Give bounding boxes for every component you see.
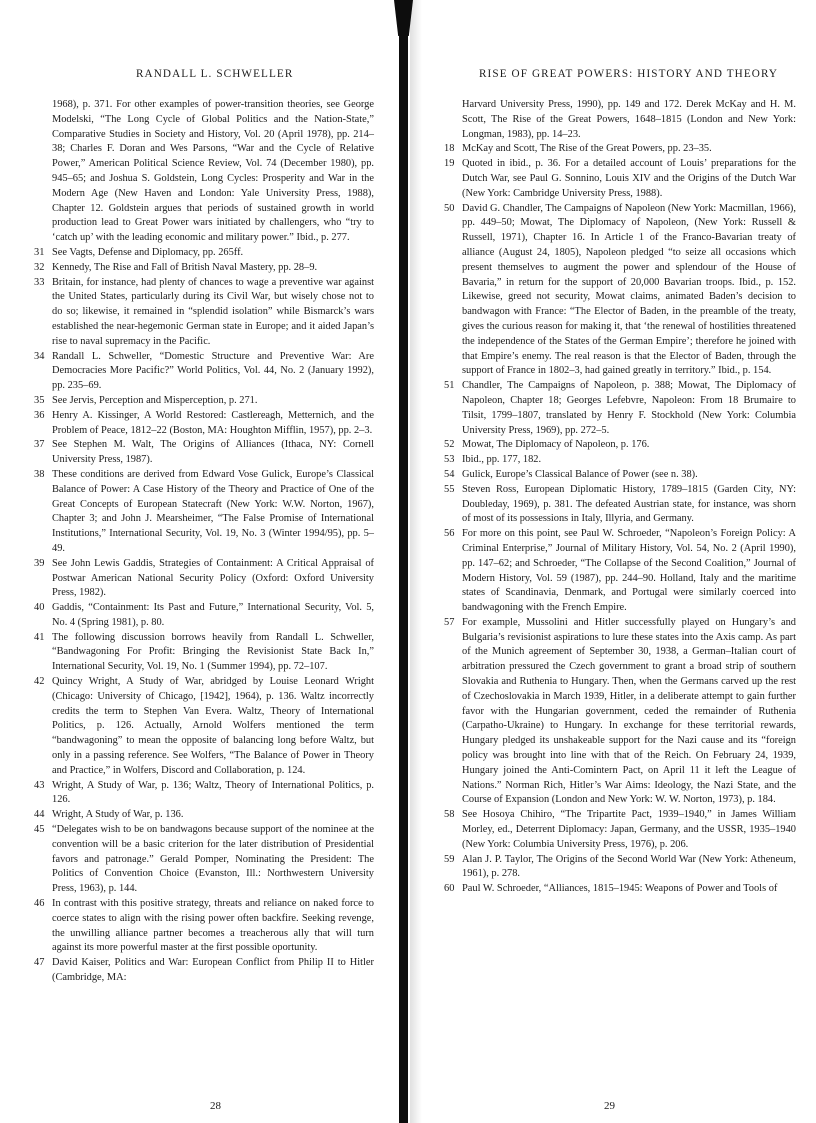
endnote-number: 33 [34,276,45,288]
endnote [444,808,796,852]
endnote [34,956,374,986]
endnote [444,142,796,157]
endnote [34,98,374,246]
endnote [444,202,796,380]
endnotes-list [444,98,796,897]
endnotes-list [34,98,374,986]
endnote-number: 53 [444,454,455,466]
endnote [444,882,796,897]
page-number: 28 [210,1100,221,1112]
endnote-text: The following discussion borrows heavily from Randall L. Schweller, “Bandwagoning For Profit: Bringing the Revisionist State Back In,” International Security, Vol. 19, No. 1 (Summer 1994), pp. 72–107. [52,631,374,673]
endnote-text: See Stephen M. Walt, The Origins of Alliances (Ithaca, NY: Cornell University Press, 1987). [52,439,374,466]
endnote-text: See Vagts, Defense and Diplomacy, pp. 265ff. [52,246,244,258]
endnote-number: 35 [34,394,45,406]
endnote-number: 60 [444,883,455,895]
endnote-text: Kennedy, The Rise and Fall of British Naval Mastery, pp. 28–9. [52,261,318,273]
endnote [444,438,796,453]
endnote-text: David Kaiser, Politics and War: European Conflict from Philip II to Hitler (Cambridge, MA: [52,957,374,984]
endnote-number: 40 [34,602,45,614]
endnote-text: Ibid., pp. 177, 182. [462,454,542,466]
endnote [34,261,374,276]
endnote [34,409,374,439]
endnote [34,601,374,631]
endnote-text: Chandler, The Campaigns of Napoleon, p. 388; Mowat, The Diplomacy of Napoleon, Chapter 18; Georges Lefebvre, Napoleon: From 18 Brumaire to Tilsit, 1799–1807, translated by Henry F. Stockhold (New York: Columbia University Press, 1969), pp. 272–5. [462,380,796,436]
endnote [444,483,796,527]
endnote-text: Randall L. Schweller, “Domestic Structure and Preventive War: Are Democracies More Pacific?” World Politics, Vol. 44, No. 2 (January 1992), pp. 235–69. [52,350,374,392]
endnote-number: 45 [34,824,45,836]
endnote-text: “Delegates wish to be on bandwagons because support of the nominee at the convention will be a basic criterion for the later distribution of Presidential favors and patronage.” Gerald Pomper, Nominating the President: The Politics of Convention Choice (Evanston, Ill.: Northwestern University Press, 1963), p. 144. [52,824,374,895]
endnote-number: 55 [444,483,455,495]
page-number: 29 [604,1100,615,1112]
endnote [444,453,796,468]
endnote [444,379,796,438]
endnote-text: Quoted in ibid., p. 36. For a detailed account of Louis’ preparations for the Dutch War, see Paul G. Sonnino, Louis XIV and the Origins of the Dutch War (New York: Cambridge University Press, 1988). [462,158,796,199]
endnote-number: 59 [444,853,455,865]
endnote-text: 1968), p. 371. For other examples of power-transition theories, see George Modelski, “The Long Cycle of Global Politics and the Nation-State,” Comparative Studies in Society and History, Vol. 20 (April 1978), pp. 214–38; Charles F. Doran and Wes Parsons, “War and the Cycle of Relative Power,” American Political Science Review, Vol. 74 (December 1980), pp. 945–65; and Joshua S. Goldstein, Long Cycles: Prosperity and War in the Modern Age (New Haven and London: Yale University Press, 1988), Chapter 12. Goldstein argues that periods of sustained growth in world production lead to Great Power wars initiated by challengers, who “try to ‘catch up’ with the leading economic and military power.” Ibid., p. 277. [52,99,374,244]
endnote [444,157,796,201]
running-head: RANDALL L. SCHWELLER [136,68,294,80]
right-page [408,0,816,1123]
endnote-text: Steven Ross, European Diplomatic History, 1789–1815 (Garden City, NY: Doubleday, 1969), p. 381. The defeated Austrian state, for instance, was shorn of most of its possessions in Italy, Illyria, and Germany. [462,483,796,525]
endnote-text: These conditions are derived from Edward Vose Gulick, Europe’s Classical Balance of Power: A Case History of the Theory and Practice of One of the Great Concepts of European Statecraft (New York: W.W. Norton, 1967), Chapter 3; and John J. Mearsheimer, “The False Promise of International Institutions,” International Security, Vol. 19, No. 3 (Winter 1994/95), pp. 5–49. [52,468,374,554]
endnote-number: 47 [34,957,45,969]
endnote-number: 57 [444,616,455,628]
running-head: RISE OF GREAT POWERS: HISTORY AND THEORY [479,68,779,80]
endnote-number: 42 [34,676,45,688]
endnote [34,468,374,557]
endnote [34,246,374,261]
endnote [34,675,374,779]
endnote-number: 58 [444,809,455,821]
endnote-number: 44 [34,809,45,821]
endnote [444,527,796,616]
endnote-number: 18 [444,143,455,155]
endnote-number: 52 [444,439,455,451]
endnote [34,897,374,956]
endnote-text: Britain, for instance, had plenty of chances to wage a preventive war against the United States, particularly during its Civil War, but wisely chose not to do so; likewise, it remained in “splendid isolation” while Bismarck’s wars established the near-hegemonic German state in Europe; and it aided Japan’s rise to naval supremacy in the Pacific. [52,276,374,347]
endnote-text: See Hosoya Chihiro, “The Tripartite Pact, 1939–1940,” in James William Morley, ed., Deterrent Diplomacy: Japan, Germany, and the USSR, 1935–1940 (New York: Columbia University Press, 1976), p. 206. [462,809,796,850]
endnote-text: See Jervis, Perception and Misperception, p. 271. [52,394,258,406]
endnote [34,276,374,350]
endnote-text: McKay and Scott, The Rise of the Great Powers, pp. 23–35. [462,143,712,155]
endnote-text: Paul W. Schroeder, “Alliances, 1815–1945: Weapons of Power and Tools of [462,883,778,895]
endnote-text: Mowat, The Diplomacy of Napoleon, p. 176. [462,439,650,451]
endnote-number: 38 [34,468,45,480]
endnote-number: 31 [34,246,45,258]
endnote-number: 32 [34,261,45,273]
endnote-text: David G. Chandler, The Campaigns of Napoleon (New York: Macmillan, 1966), pp. 449–50; Mowat, The Diplomacy of Napoleon, (New York: Russell & Russell, 1971), Chapter 16. In Article 1 of the Franco-Bavarian treaty of alliance (August 24, 1805), Napoleon pledged “to seize all occasions which present themselves to augment the power and splendour of the House of Bavaria,” in return for the support of 20,000 Bavarian troops. Ibid., p. 152. Likewise, greed not security, Mowat claims, animated Baden’s decision to bandwagon with France: “The Elector of Baden, in the preamble of the treaty, gives the curious reason for making it, that ‘the renewal of hostilities threatened the independence of the States of the German Empire’; therefore he joined with that Empire’s enemy. The real reason is that the Elector of Baden, through the support of France in 1802–3, had gained greatly in territory.” Ibid., p. 154. [462,202,796,377]
endnote-number: 51 [444,380,455,392]
endnote-text: Wright, A Study of War, p. 136. [52,809,184,821]
endnote [34,779,374,809]
endnote [34,557,374,601]
endnote-text: Gaddis, “Containment: Its Past and Future,” International Security, Vol. 5, No. 4 (Spring 1981), p. 80. [52,602,374,628]
endnote-text: Harvard University Press, 1990), pp. 149 and 172. Derek McKay and H. M. Scott, The Rise of the Great Powers, 1648–1815 (London and New York: Longman, 1983), pp. 14–23. [462,99,796,140]
endnote [444,853,796,883]
endnote-text: Henry A. Kissinger, A World Restored: Castlereagh, Metternich, and the Problem of Peace, 1812–22 (Boston, MA: Houghton Mifflin, 1957), pp. 2–3. [52,409,374,436]
endnote [444,468,796,483]
endnote-number: 46 [34,898,45,910]
book-gutter [399,0,408,1123]
endnote-number: 43 [34,779,45,791]
endnote-number: 56 [444,528,455,540]
endnote [444,616,796,808]
endnote [34,438,374,468]
endnote-number: 39 [34,557,45,569]
left-page [0,0,399,1123]
endnote-number: 50 [444,202,455,214]
endnote [34,631,374,675]
endnote-text: Alan J. P. Taylor, The Origins of the Second World War (New York: Atheneum, 1961), p. 278. [462,853,796,880]
endnote-text: Wright, A Study of War, p. 136; Waltz, Theory of International Politics, p. 126. [52,779,374,806]
endnote [444,98,796,142]
endnote-text: For example, Mussolini and Hitler successfully played on Hungary’s and Bulgaria’s revisionist aspirations to lure these states into the Axis camp. As part of the Munich agreement of September 30, 1938, a German–Italian court of arbitration pressured the Czech government to grant a broad strip of southern Slovakia and Ruthenia to Hungary. Then, when the Germans carved up the rest of Czechoslovakia in March 1939, Hitler, in a deliberate attempt to gain further favor with the Hungarian government, ceded the remainder of Ruthenia (Carpatho-Ukraine) to Hungary. In exchange for these territorial rewards, Hungary pledged its unshakeable support for the Nazi cause and its “foreign policy was brought into line with that of the Reich. On February 24, 1939, Hungary joined the Anti-Comintern Pact, on April 11 it left the League of Nations.” Norman Rich, Hitler’s War Aims: Ideology, the Nazi State, and the Course of Expansion (London and New York: W. W. Norton, 1973), p. 184. [462,616,796,806]
endnote-text: Quincy Wright, A Study of War, abridged by Louise Leonard Wright (Chicago: University of Chicago, [1942], 1964), p. 136. Waltz incorrectly credits the term to Stephen Van Evera. Waltz, Theory of International Politics, p. 126. Actually, Arnold Wolfers mentioned the term “bandwagoning” to mean the opposite of balancing long before Waltz, but only in a passing reference. See Wolfers, “The Balance of Power in Theory and Practice,” in Wolfers, Discord and Collaboration, p. 124. [52,676,374,776]
endnote [34,808,374,823]
endnote-number: 41 [34,631,45,643]
endnote-number: 36 [34,409,45,421]
endnote-number: 34 [34,350,45,362]
endnote [34,394,374,409]
endnote-text: For more on this point, see Paul W. Schroeder, “Napoleon’s Foreign Policy: A Criminal Enterprise,” Journal of Military History, Vol. 54, No. 2 (April 1990), pp. 147–62; and Schroeder, “The Collapse of the Second Coalition,” Journal of Modern History, Vol. 59 (1987), pp. 244–90. Holland, Italy and the maritime states of Scandinavia, Denmark, and Portugal were similarly coerced into bandwagoning with the French Empire. [462,528,796,614]
endnote [34,823,374,897]
endnote [34,350,374,394]
endnote-text: Gulick, Europe’s Classical Balance of Power (see n. 38). [462,468,698,480]
endnote-number: 37 [34,439,45,451]
endnote-number: 54 [444,468,455,480]
endnote-text: In contrast with this positive strategy, threats and reliance on naked force to coerce states to align with the rising power often backfire. Seeking revenge, the unwilling alliance partner becomes a treacherous ally that will turn against its more powerful master at the first possible oportunity. [52,898,374,954]
endnote-text: See John Lewis Gaddis, Strategies of Containment: A Critical Appraisal of Postwar American National Security Policy (Oxford: Oxford University Press, 1982). [52,557,374,599]
endnote-number: 19 [444,158,455,170]
